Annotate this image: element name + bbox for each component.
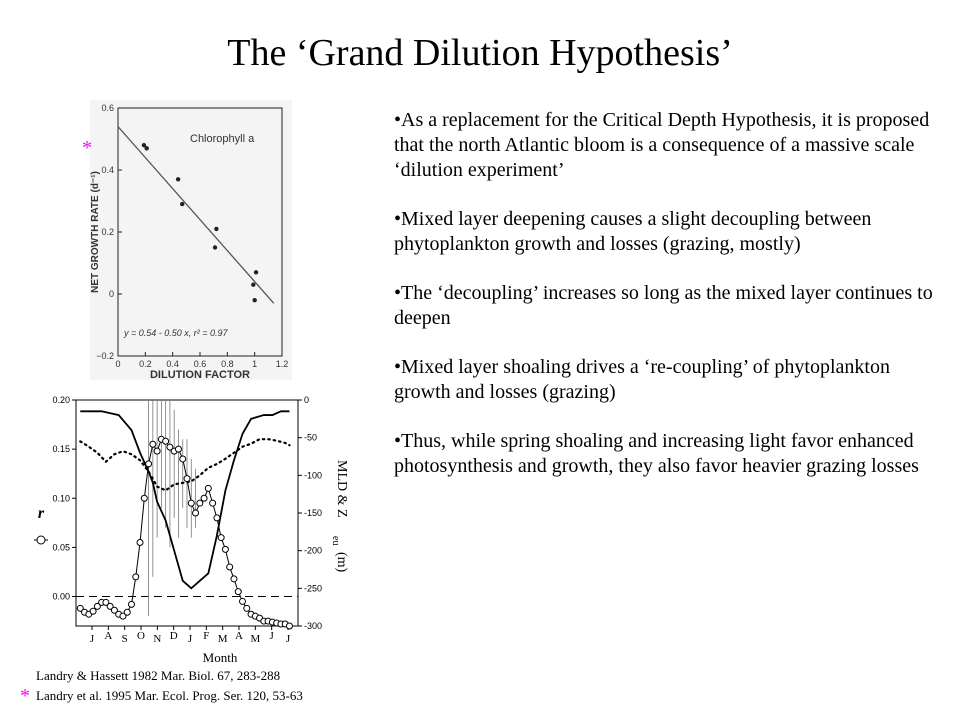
series-line-solid — [80, 411, 289, 588]
right-y-tick-label: -100 — [304, 470, 323, 481]
bullet-item: • The ‘decoupling’ increases so long as the mixed layer continues to deepen — [394, 281, 934, 331]
data-point — [163, 438, 169, 444]
reference-citation: Landry et al. 1995 Mar. Ecol. Prog. Ser. 120, 53-63 — [36, 688, 303, 703]
series-line-dotted — [80, 439, 289, 490]
month-tick-label: S — [121, 633, 128, 645]
dilution-scatter-chart — [70, 100, 292, 380]
seasonal-growth-chart — [30, 390, 370, 670]
right-axis-label-unit: (m) — [334, 552, 349, 573]
data-point — [146, 461, 152, 467]
x-axis-label: Month — [202, 650, 238, 665]
x-tick-label: 0.4 — [166, 359, 179, 369]
x-tick-label: 0.6 — [193, 359, 207, 369]
data-point — [141, 495, 147, 501]
data-point — [231, 576, 237, 582]
y-tick-label: 0 — [108, 289, 114, 299]
month-tick-label: A — [104, 630, 113, 642]
bullet-list — [394, 108, 934, 503]
x-tick-label: 1 — [252, 359, 258, 369]
data-point — [205, 485, 211, 491]
bullet-item: • Thus, while spring shoaling and increasing light favor enhanced photosynthesis and growth, they also favor heavier grazing losses — [394, 429, 934, 479]
series-line-circles — [80, 439, 289, 626]
data-point — [244, 605, 250, 611]
month-tick-label: M — [217, 633, 228, 645]
y-axis-label: NET GROWTH RATE (d⁻¹) — [90, 171, 101, 293]
data-point — [252, 298, 256, 302]
y-tick-label: 0.4 — [101, 165, 114, 175]
data-point — [235, 589, 241, 595]
reference-citation: Landry & Hassett 1982 Mar. Biol. 67, 283-288 — [36, 668, 281, 683]
right-axis-label-subscript: eu — [330, 536, 341, 546]
data-point — [175, 446, 181, 452]
right-y-tick-label: -250 — [304, 583, 323, 594]
right-axis-label: MLD & Z — [334, 460, 349, 518]
y-tick-label: 0.2 — [101, 227, 114, 237]
bullet-item: • Mixed layer shoaling drives a ‘re-coupling’ of phytoplankton growth and losses (grazing) — [394, 355, 934, 405]
data-point — [137, 539, 143, 545]
data-point — [201, 495, 207, 501]
x-axis-label: DILUTION FACTOR — [149, 369, 251, 380]
left-y-tick-label: 0.10 — [52, 493, 70, 504]
left-y-tick-label: 0.00 — [52, 591, 70, 602]
right-y-tick-label: -200 — [304, 545, 323, 556]
data-point — [286, 623, 292, 629]
month-tick-label: J — [285, 633, 291, 645]
data-point — [154, 448, 160, 454]
right-y-tick-label: -300 — [304, 621, 323, 631]
bullet-item: • As a replacement for the Critical Depth Hypothesis, it is proposed that the north Atlantic bloom is a consequence of a massive scale ‘dilution experiment’ — [394, 108, 934, 183]
chart-title: Chlorophyll a — [190, 133, 255, 145]
right-y-tick-label: -50 — [304, 432, 318, 443]
data-point — [176, 177, 180, 181]
x-tick-label: 0.8 — [221, 359, 234, 369]
data-point — [184, 476, 190, 482]
data-point — [124, 609, 130, 615]
data-point — [193, 510, 199, 516]
legend-marker — [37, 536, 45, 544]
data-point — [145, 146, 149, 150]
data-point — [180, 456, 186, 462]
data-point — [251, 283, 255, 287]
reference-star-mark: * — [82, 137, 92, 159]
left-y-tick-label: 0.05 — [52, 542, 70, 553]
x-tick-label: 1.2 — [275, 359, 289, 369]
data-point — [133, 574, 139, 580]
data-point — [210, 500, 216, 506]
data-point — [218, 535, 224, 541]
page-title: The ‘Grand Dilution Hypothesis’ — [227, 32, 733, 74]
reference-star-mark: * — [20, 685, 30, 707]
data-point — [240, 598, 246, 604]
data-point — [90, 608, 96, 614]
bullet-item: • Mixed layer deepening causes a slight decoupling between phytoplankton growth and losses (grazing, mostly) — [394, 207, 934, 257]
x-tick-label: 0.2 — [139, 359, 152, 369]
data-point — [214, 227, 218, 231]
data-point — [150, 441, 156, 447]
data-point — [227, 564, 233, 570]
month-tick-label: F — [203, 630, 210, 642]
y-tick-label: 0.6 — [101, 103, 114, 113]
month-tick-label: J — [269, 630, 274, 642]
month-tick-label: J — [89, 633, 95, 645]
month-tick-label: D — [169, 630, 178, 642]
data-point — [188, 500, 194, 506]
data-point — [129, 601, 135, 607]
data-point — [213, 245, 217, 249]
left-axis-label: r — [37, 505, 45, 522]
data-point — [197, 500, 203, 506]
right-axis-label-group — [330, 460, 349, 573]
fit-equation: y = 0.54 - 0.50 x, r² = 0.97 — [124, 328, 228, 338]
month-tick-label: A — [235, 630, 243, 642]
right-y-tick-label: -150 — [304, 508, 323, 518]
right-y-tick-label: 0 — [304, 395, 310, 405]
data-point — [254, 270, 258, 274]
month-tick-label: N — [153, 633, 162, 645]
month-tick-label: M — [250, 633, 261, 645]
y-tick-label: −0.2 — [96, 351, 114, 361]
data-point — [214, 515, 220, 521]
month-tick-label: O — [137, 630, 145, 642]
month-tick-label: J — [187, 633, 193, 645]
x-tick-label: 0 — [115, 359, 121, 369]
data-point — [180, 202, 184, 206]
data-point — [222, 546, 228, 552]
left-y-tick-label: 0.20 — [52, 395, 70, 405]
left-y-tick-label: 0.15 — [52, 444, 70, 455]
